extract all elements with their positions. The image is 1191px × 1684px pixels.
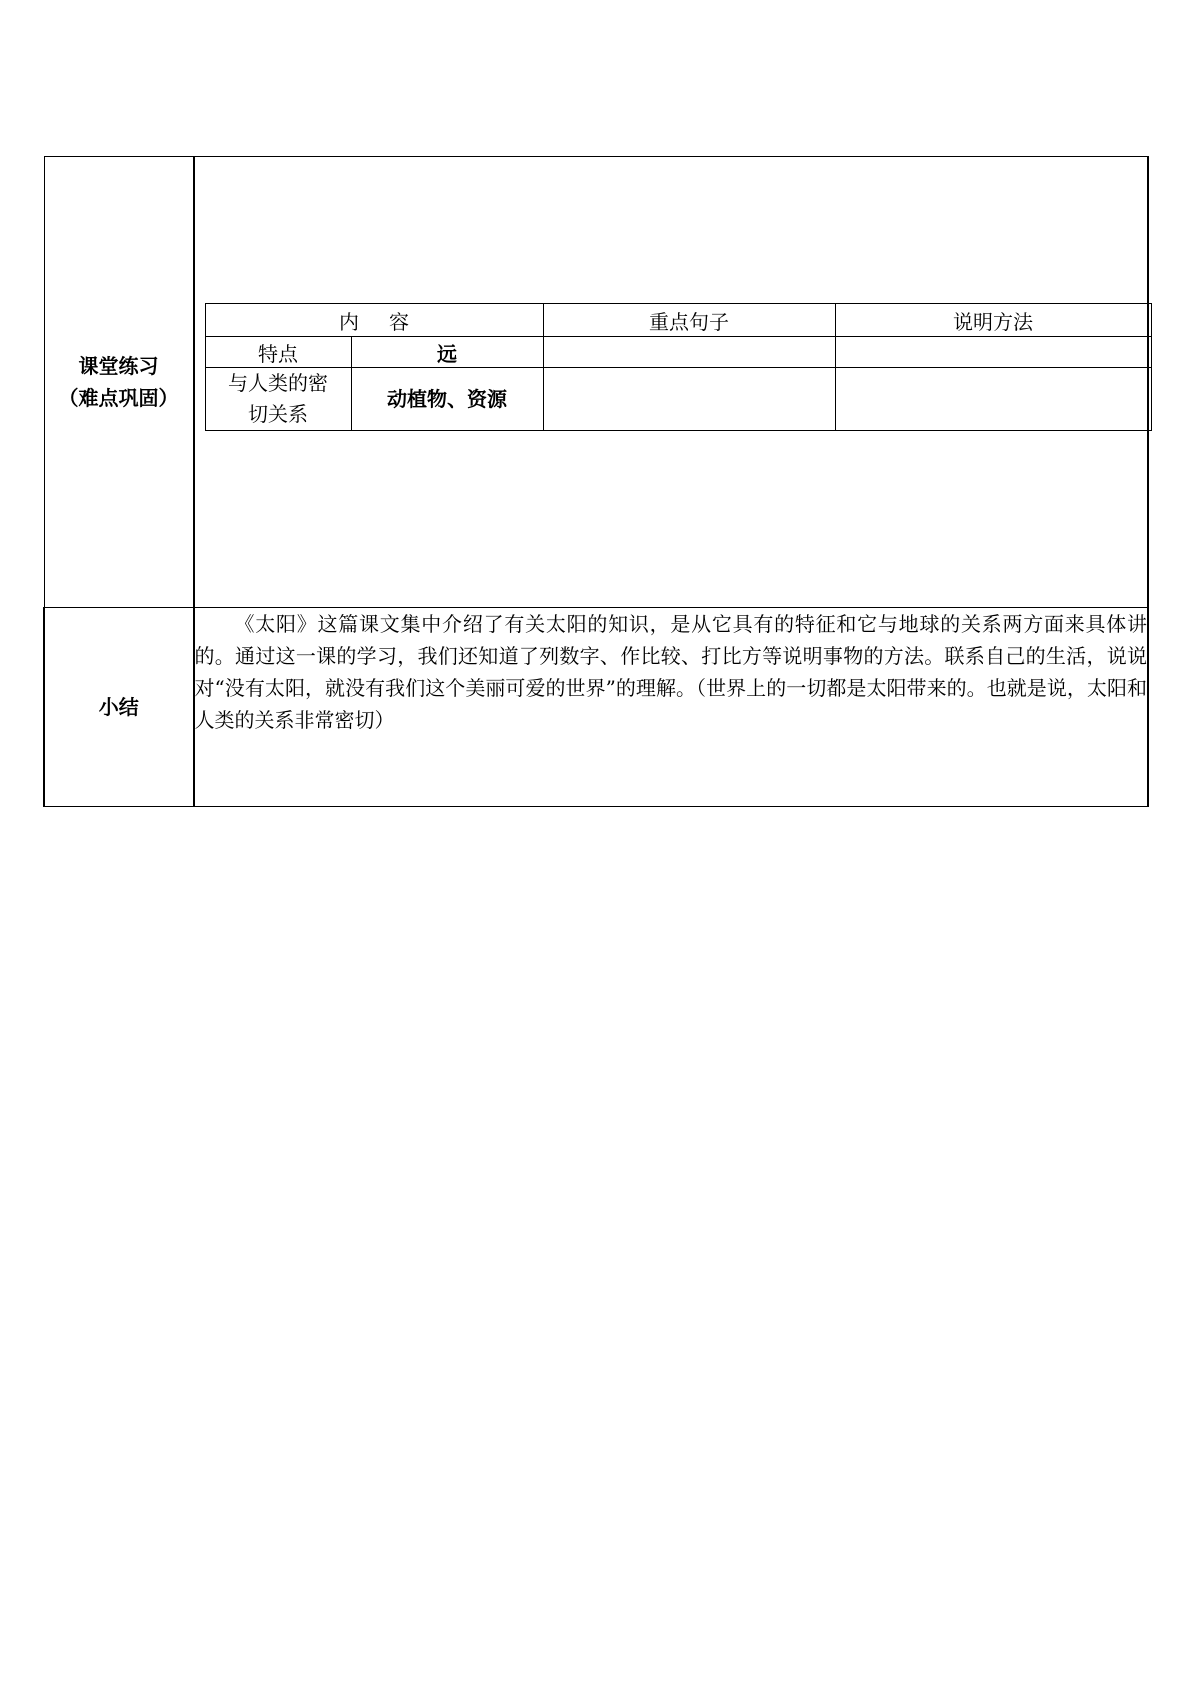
exercise-table bbox=[205, 303, 1152, 431]
table-row bbox=[205, 368, 1151, 431]
header-content: 内容 bbox=[205, 304, 543, 337]
summary-label: 小结 bbox=[44, 608, 194, 807]
header-key-sentence: 重点句子 bbox=[543, 304, 835, 337]
row-category: 与人类的密切关系 bbox=[205, 368, 351, 431]
row-method[interactable] bbox=[835, 368, 1151, 431]
row-category: 特点 bbox=[205, 337, 351, 368]
row-sentence[interactable] bbox=[543, 368, 835, 431]
table-row bbox=[205, 337, 1151, 368]
practice-content-cell bbox=[194, 157, 1149, 608]
row-method[interactable] bbox=[835, 337, 1151, 368]
practice-label: 课堂练习 bbox=[78, 354, 159, 378]
row-content: 远 bbox=[351, 337, 543, 368]
summary-text: 《太阳》这篇课文集中介绍了有关太阳的知识，是从它具有的特征和它与地球的关系两方面来具体讲的。通过这一课的学习，我们还知道了列数字、作比较、打比方等说明事物的方法。联系自己的生活，说说对“没有太阳，就没有我们这个美丽可爱的世界”的理解。（世界上的一切都是太阳带来的。也就是说，太阳和人类的关系非常密切） bbox=[194, 608, 1149, 807]
row-content: 动植物、资源 bbox=[351, 368, 543, 431]
row-sentence[interactable] bbox=[543, 337, 835, 368]
practice-row bbox=[44, 157, 1148, 608]
practice-sublabel: （难点巩固） bbox=[58, 386, 179, 410]
header-explanation-method: 说明方法 bbox=[835, 304, 1151, 337]
summary-row bbox=[44, 608, 1148, 807]
practice-label-cell bbox=[44, 157, 194, 608]
lesson-table bbox=[43, 156, 1149, 807]
exercise-header-row bbox=[205, 304, 1151, 337]
